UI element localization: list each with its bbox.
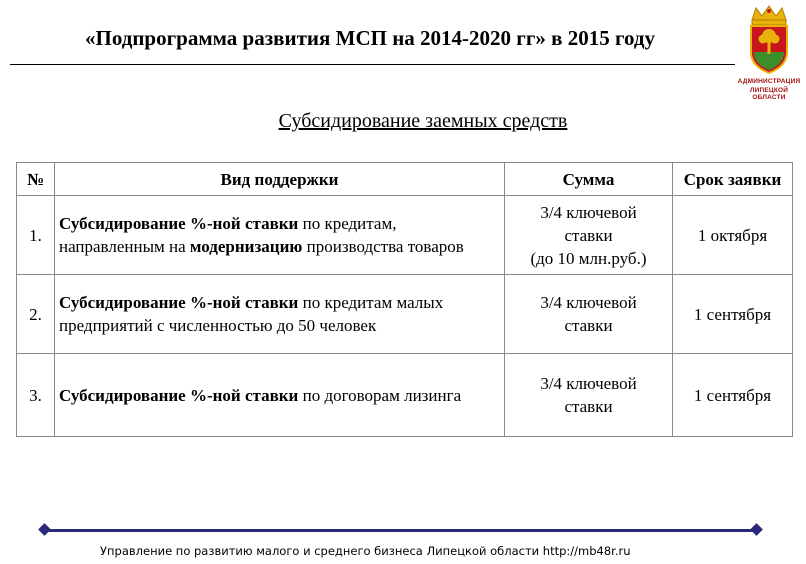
row-deadline: 1 сентября	[673, 275, 793, 354]
title-underline	[10, 64, 735, 65]
row-deadline: 1 сентября	[673, 354, 793, 437]
diamond-right-icon	[750, 523, 763, 536]
diamond-left-icon	[38, 523, 51, 536]
row-number: 1.	[17, 196, 55, 275]
table-row	[17, 196, 793, 275]
regional-emblem-logo	[734, 4, 804, 104]
row-amount: 3/4 ключевой ставки	[505, 275, 673, 354]
footer-divider-line	[44, 529, 758, 532]
row-amount: 3/4 ключевой ставки	[505, 354, 673, 437]
table-row	[17, 354, 793, 437]
table-header-row	[17, 163, 793, 196]
support-table	[16, 162, 793, 437]
row-support-type: Субсидирование %-ной ставки по кредитам малых предприятий с численностью до 50 человек	[55, 275, 505, 354]
header-support-type: Вид поддержки	[55, 163, 505, 196]
header-deadline: Срок заявки	[673, 163, 793, 196]
footer-text: Управление по развитию малого и среднего бизнеса Липецкой области http://mb48r.ru	[100, 544, 631, 558]
logo-caption-line1: АДМИНИСТРАЦИЯ	[737, 78, 801, 85]
header-amount: Сумма	[505, 163, 673, 196]
header-number: №	[17, 163, 55, 196]
crown-shield-icon	[734, 4, 804, 76]
row-deadline: 1 октября	[673, 196, 793, 275]
page-title: «Подпрограмма развития МСП на 2014-2020 гг» в 2015 году	[84, 26, 655, 50]
logo-caption-line2: ЛИПЕЦКОЙ ОБЛАСТИ	[749, 87, 789, 101]
row-support-type: Субсидирование %-ной ставки по кредитам, направленным на модернизацию производства товаров	[55, 196, 505, 275]
row-amount: 3/4 ключевой ставки (до 10 млн.руб.)	[505, 196, 673, 275]
table-row	[17, 275, 793, 354]
row-support-type: Субсидирование %-ной ставки по договорам лизинга	[55, 354, 505, 437]
section-title: Субсидирование заемных средств	[278, 110, 568, 132]
row-number: 2.	[17, 275, 55, 354]
row-number: 3.	[17, 354, 55, 437]
